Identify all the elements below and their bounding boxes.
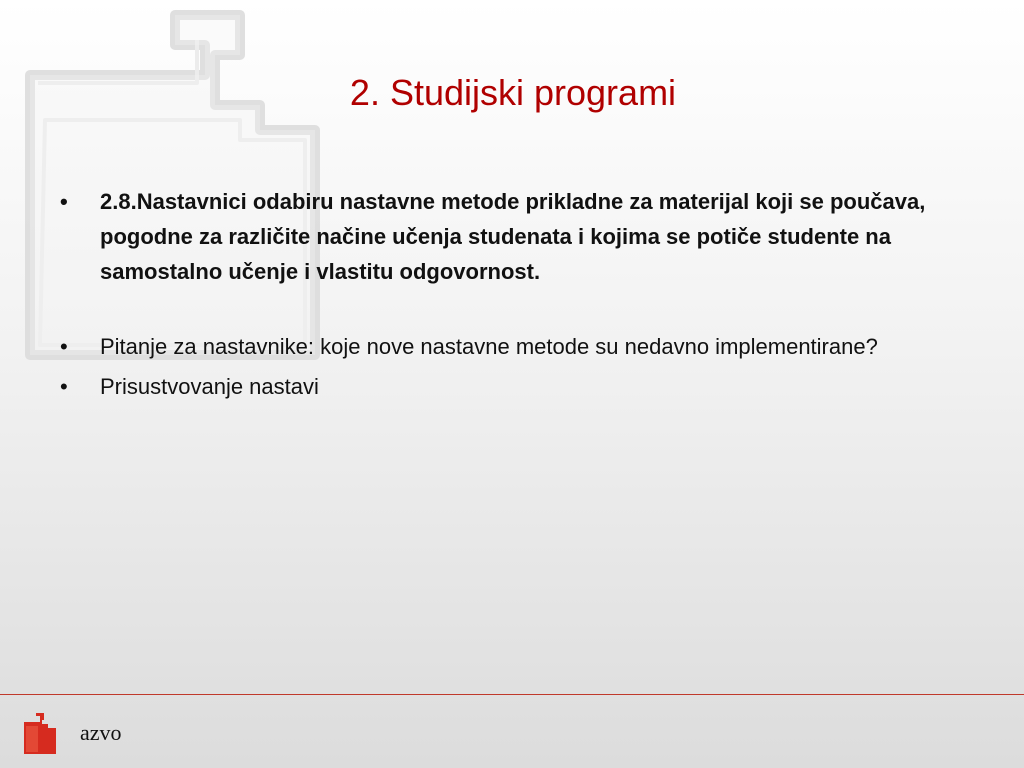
bullet-item — [60, 184, 960, 289]
bullet-marker: • — [60, 374, 68, 399]
bullet-item — [60, 331, 960, 363]
footer-divider — [0, 694, 1024, 695]
footer-brand: azvo — [80, 720, 122, 745]
bullet-text: 2.8.Nastavnici odabiru nastavne metode prikladne za materijal koji se poučava, pogodne za različite načine učenja studenata i kojima se potiče studente na samostalno učenje i vlastitu odgovornost. — [100, 189, 926, 284]
azvo-logo-icon — [20, 712, 60, 756]
bullet-marker: • — [60, 189, 68, 214]
bullet-text: Prisustvovanje nastavi — [100, 374, 319, 399]
bullet-item — [60, 371, 960, 403]
bullet-marker: • — [60, 334, 68, 359]
bullet-text: Pitanje za nastavnike: koje nove nastavne metode su nedavno implementirane? — [100, 334, 878, 359]
bullet-list — [60, 184, 960, 411]
slide-title: 2. Studijski programi — [349, 72, 677, 113]
